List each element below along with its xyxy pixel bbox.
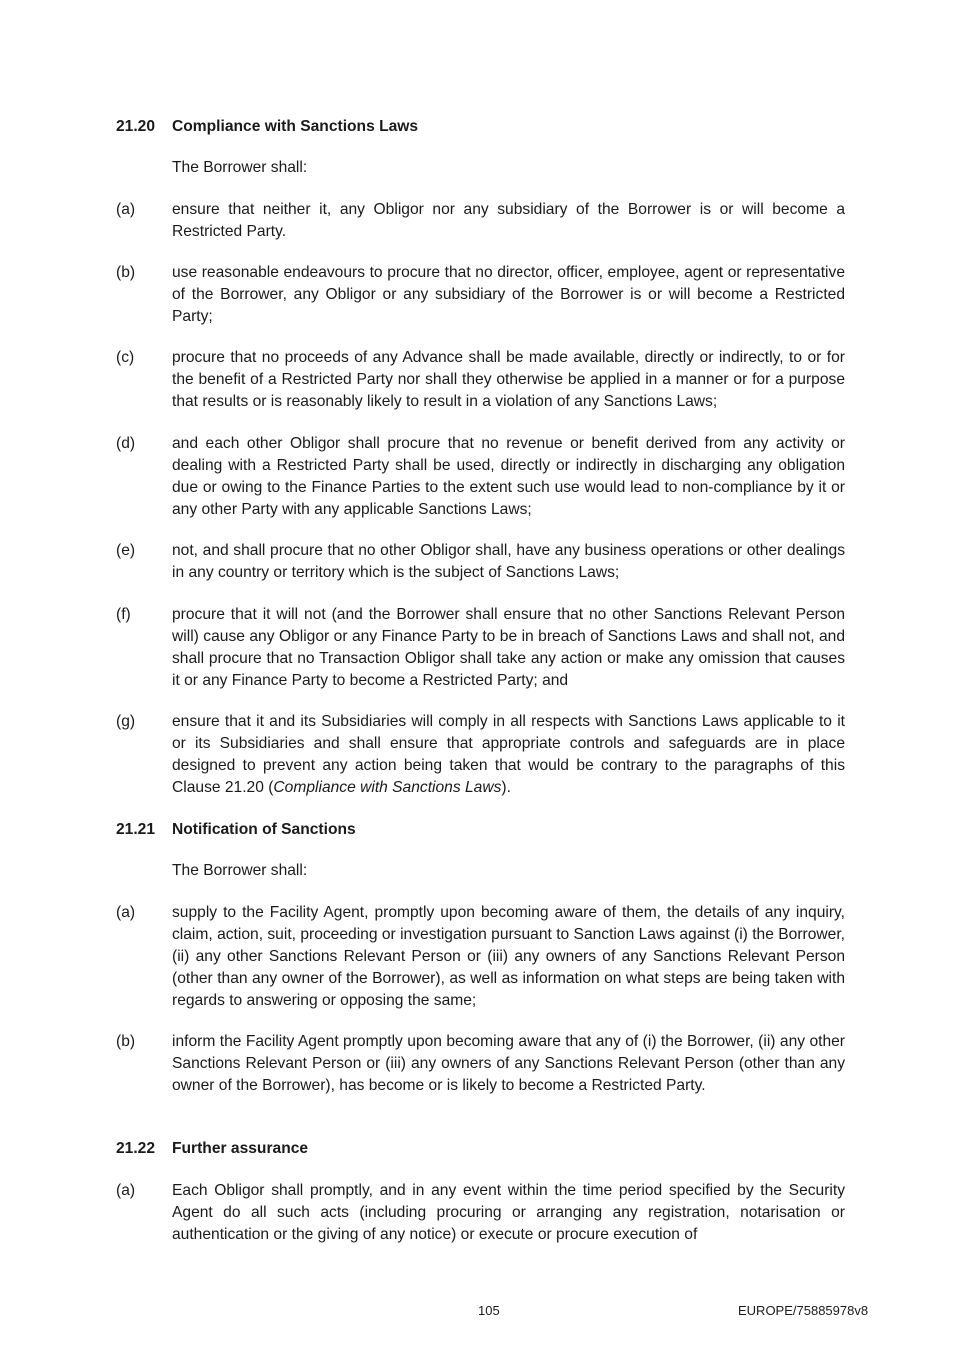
clause-text-tail: ).: [501, 779, 511, 796]
clause-text: procure that it will not (and the Borrower shall ensure that no other Sanctions Relevant Person will) cause any Obligor or any Finance Party to be in breach of Sanctions Laws and shall not, and shall procure that no Transaction Obligor shall take any action or make any omission that causes it or any Finance Party to become a Restricted Party; and: [172, 606, 845, 689]
section-title: Notification of Sanctions: [172, 821, 356, 838]
clause-label: (a): [116, 201, 136, 218]
clause-item: [116, 711, 845, 799]
clause-text: and each other Obligor shall procure that no revenue or benefit derived from any activity or dealing with a Restricted Party shall be used, directly or indirectly in discharging any obligation due or owing to the Finance Parties to the extent such use would lead to non-compliance by it or any other Party with any applicable Sanctions Laws;: [172, 435, 845, 518]
section-title: Compliance with Sanctions Laws: [172, 118, 419, 135]
section-heading-21-21: [116, 819, 356, 841]
clause-item: [116, 199, 845, 243]
clause-item: [116, 1031, 845, 1097]
page-number: 105: [478, 1303, 500, 1318]
clause-cross-reference: Compliance with Sanctions Laws: [273, 779, 502, 796]
clause-label: (c): [116, 349, 135, 366]
clause-label: (f): [116, 606, 131, 623]
section-number: 21.21: [116, 821, 156, 838]
section-heading-21-20: [116, 116, 418, 138]
clause-item: [116, 1180, 845, 1246]
section-number: 21.20: [116, 118, 156, 135]
section-intro: The Borrower shall:: [172, 159, 308, 176]
clause-text: supply to the Facility Agent, promptly upon becoming aware of them, the details of any inquiry, claim, action, suit, proceeding or investigation pursuant to Sanction Laws against (i) the Borrower, (ii) any other Sanctions Relevant Person or (iii) any owners of any Sanctions Relevant Person (other than any owner of the Borrower), as well as information on what steps are being taken with regards to answering or opposing the same;: [172, 904, 845, 1009]
clause-item: [116, 347, 845, 413]
clause-label: (a): [116, 904, 136, 921]
clause-label: (d): [116, 435, 136, 452]
clause-text: use reasonable endeavours to procure that no director, officer, employee, agent or representative of the Borrower, any Obligor or any subsidiary of the Borrower is or will become a Restricted Party;: [172, 264, 845, 325]
section-heading-21-22: [116, 1138, 308, 1160]
clause-text: Each Obligor shall promptly, and in any event within the time period specified by the Security Agent do all such acts (including procuring or arranging any registration, notarisation or authentication or the giving of any notice) or execute or procure execution of: [172, 1182, 845, 1243]
clause-item: [116, 262, 845, 328]
clause-label: (b): [116, 264, 136, 281]
clause-text: [172, 711, 845, 799]
section-intro: The Borrower shall:: [172, 862, 308, 879]
clause-item: [116, 433, 845, 521]
clause-text-body: ensure that it and its Subsidiaries will comply in all respects with Sanctions Laws applicable to it or its Subsidiaries and shall ensure that appropriate controls and safeguards are in place designed to prevent any action being taken that would be contrary to the paragraphs of this Clause 21.20 (: [172, 713, 845, 796]
clause-text: inform the Facility Agent promptly upon becoming aware that any of (i) the Borrower, (ii) any other Sanctions Relevant Person or (iii) any owners of any Sanctions Relevant Person (other than any owner of the Borrower), has become or is likely to become a Restricted Party.: [172, 1033, 845, 1094]
section-title: Further assurance: [172, 1140, 309, 1157]
clause-text: ensure that neither it, any Obligor nor any subsidiary of the Borrower is or will become a Restricted Party.: [172, 201, 845, 240]
clause-text: procure that no proceeds of any Advance shall be made available, directly or indirectly, to or for the benefit of a Restricted Party nor shall they otherwise be applied in a manner or for a purpose that results or is reasonably likely to result in a violation of any Sanctions Laws;: [172, 349, 845, 410]
clause-item: [116, 902, 845, 1012]
clause-item: [116, 604, 845, 692]
clause-label: (a): [116, 1182, 136, 1199]
clause-label: (b): [116, 1033, 136, 1050]
clause-label: (g): [116, 713, 136, 730]
document-reference: EUROPE/75885978v8: [738, 1303, 869, 1318]
clause-text: not, and shall procure that no other Obligor shall, have any business operations or other dealings in any country or territory which is the subject of Sanctions Laws;: [172, 542, 845, 581]
clause-item: [116, 540, 845, 584]
clause-label: (e): [116, 542, 136, 559]
section-number: 21.22: [116, 1140, 156, 1157]
